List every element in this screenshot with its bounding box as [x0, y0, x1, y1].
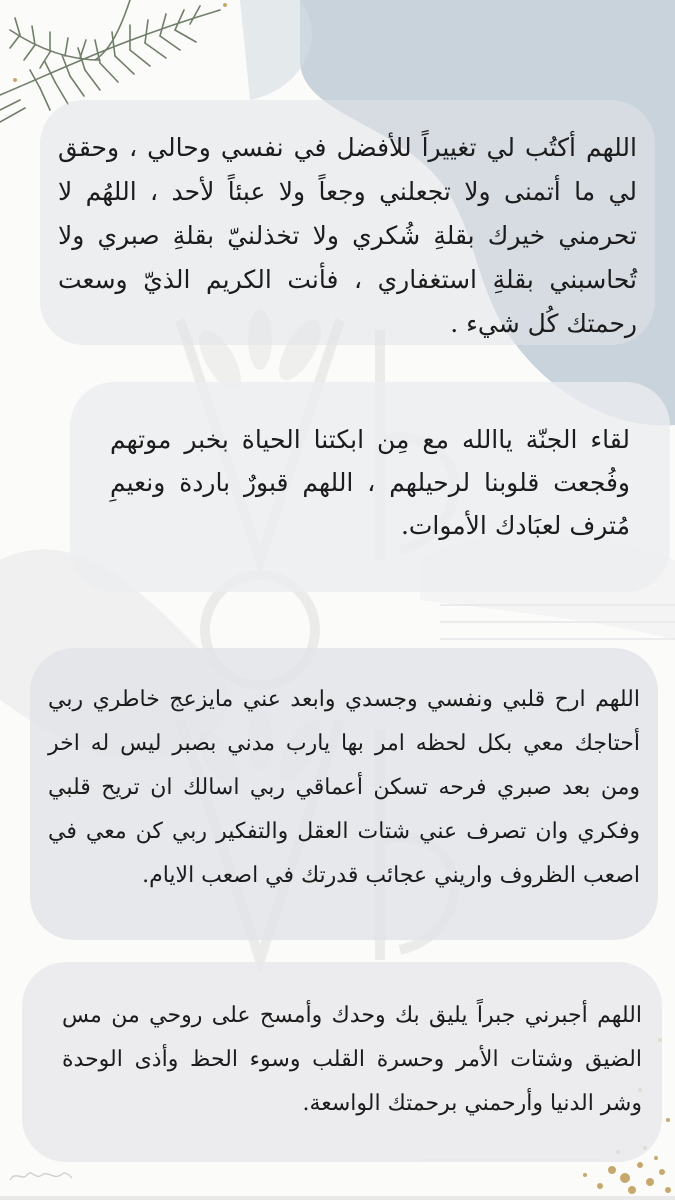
dua-card-4 [22, 962, 662, 1162]
bottom-edge-strip [0, 1196, 675, 1200]
dua-text-2: لقاء الجنّة ياالله مع مِن ابكتنا الحياة بخبر موتهم وفُجعت قلوبنا لرحيلهم ، اللهم قبورٌ باردة ونعيمِ مُترف لعبَادك الأموات. [110, 425, 630, 540]
dua-text-4: اللهم أجبرني جبراً يليق بك وحدك وأمسح على روحي من مس الضيق وشتات الأمر وحسرة القلب وسوء الحظ وأذى الوحدة وشر الدنيا وأرحمني برحمتك الواسعة. [62, 1003, 642, 1116]
dua-text-1: اللهم أكتُب لي تغييراً للأفضل في نفسي وحالي ، وحقق لي ما أتمنى ولا تجعلني وجعاً ولا عبئاً لأحد ، اللهُم لا تحرمني خيرك بقلةِ شُكري ولا تخذلنيّ بقلةِ صبري ولا تُحاسبني بقلةِ استغفاري ، فأنت الكريم الذيّ وسعت رحمتك كُل شيء . [58, 133, 637, 338]
dua-text-3: اللهم ارح قلبي ونفسي وجسدي وابعد عني مايزعج خاطري ربي أحتاجك معي بكل لحظه امر بها يارب مدني بصبر ليس له اخر ومن بعد صبري فرحه تسكن أعماقي ربي اسالك ان تريح قلبي وفكري وان تصرف عني شتات العقل والتفكير ربي كن معي في اصعب الظروف واريني عجائب قدرتك في اصعب الايام. [48, 687, 640, 888]
dua-card-3 [30, 648, 658, 940]
signature-icon [6, 1166, 76, 1186]
dua-card-2 [70, 382, 670, 592]
dua-card-1 [40, 100, 655, 345]
